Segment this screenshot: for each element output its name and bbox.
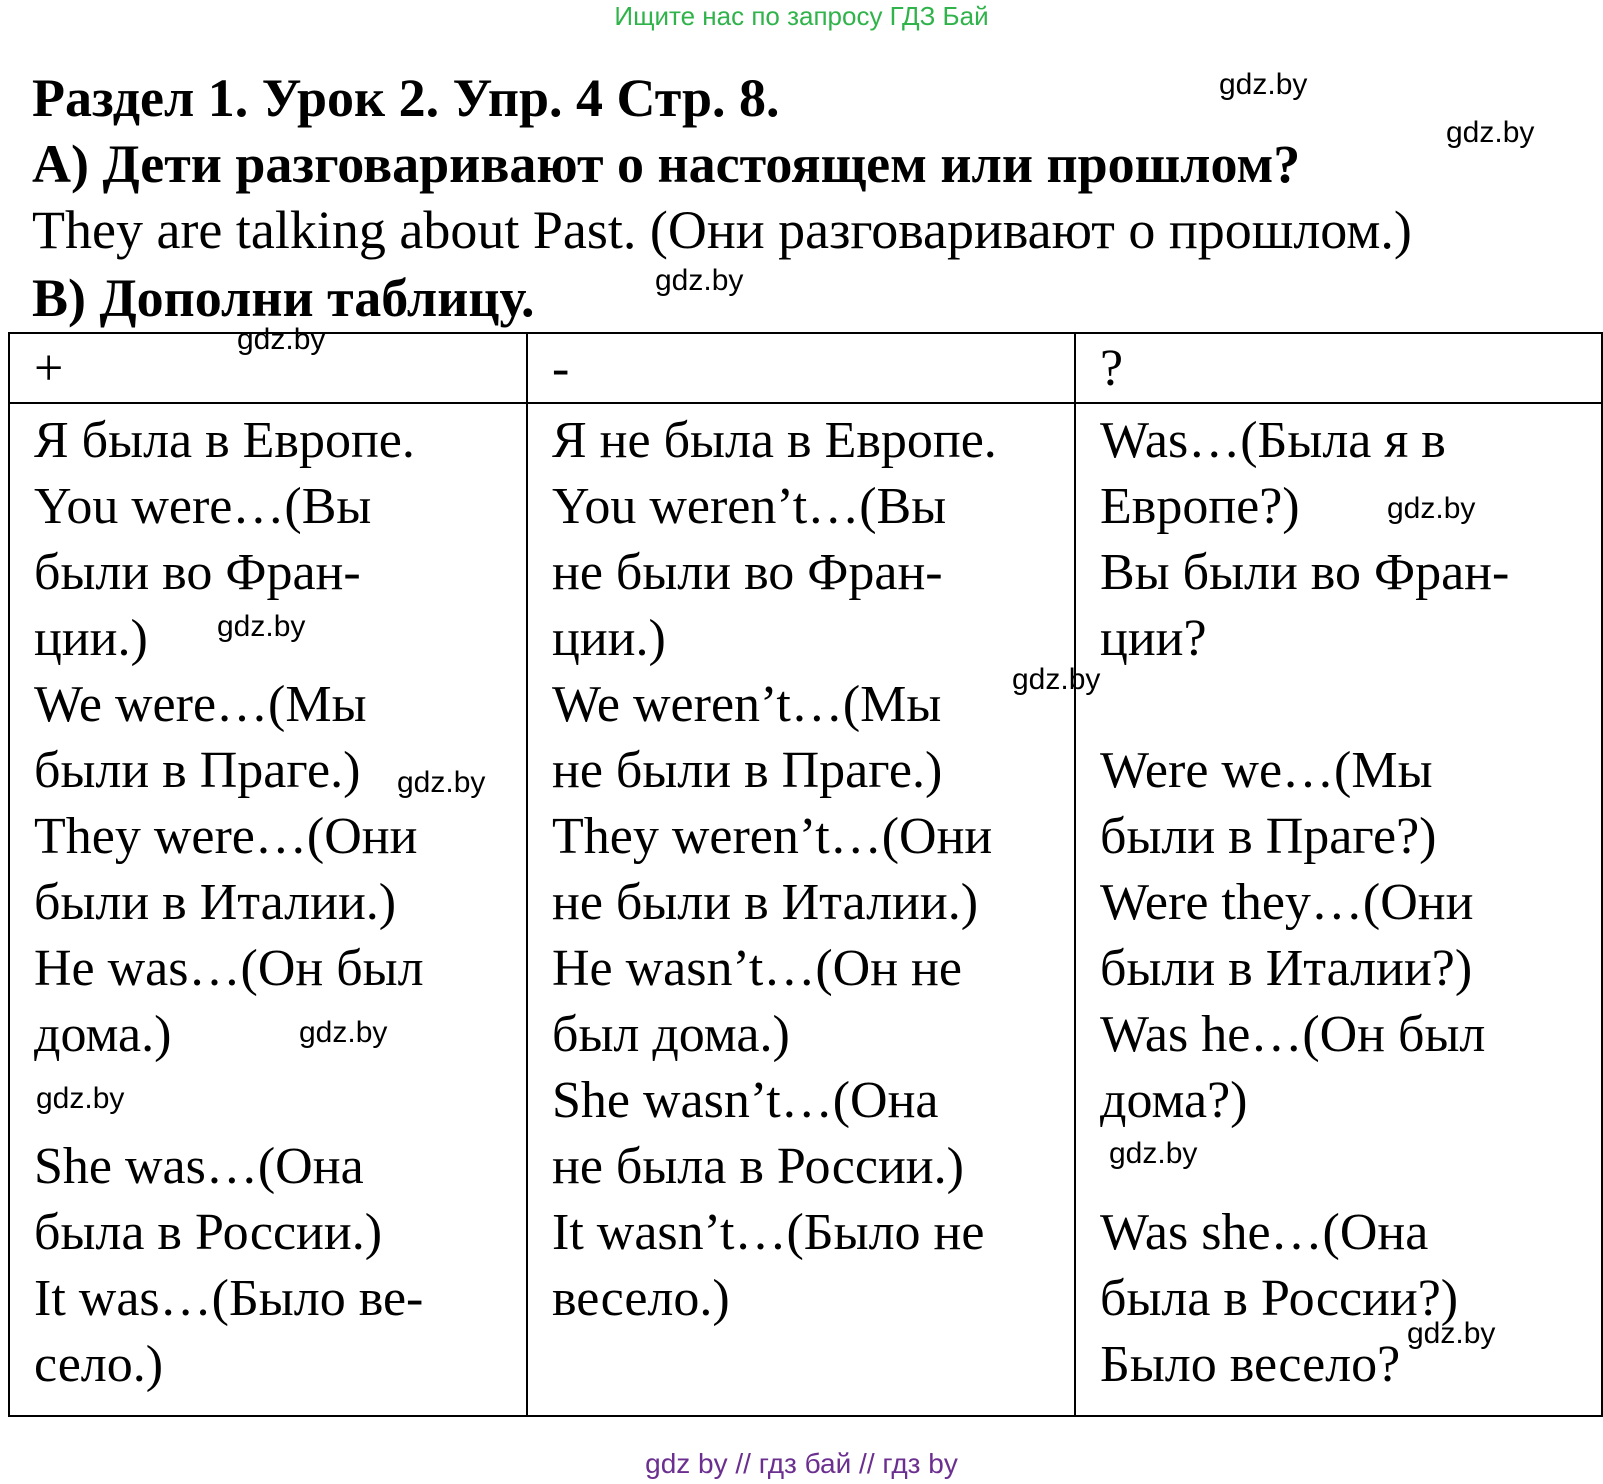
table-line	[1100, 672, 1601, 738]
watermark: gdz.by	[36, 1082, 125, 1115]
table-line: Were we…(Мы	[1100, 742, 1433, 799]
top-banner: Ищите нас по запросу ГДЗ Бай	[614, 1, 989, 31]
table-line: село.)	[34, 1336, 164, 1393]
table-line: Was she…(Она	[1100, 1204, 1429, 1261]
table-line: Вы были во Фран-	[1100, 544, 1510, 601]
table-line: были в Праге?)	[1100, 808, 1437, 865]
table-line: ции.)	[34, 610, 148, 667]
table-line: He wasn’t…(Он не	[552, 940, 962, 997]
header-cell-question	[1075, 333, 1602, 403]
negative-list	[528, 404, 1074, 1332]
table-line: весело.)	[552, 1270, 730, 1327]
header-plus-label: +	[34, 340, 64, 397]
page-title: Раздел 1. Урок 2. Упр. 4 Стр. 8.	[32, 68, 780, 128]
table-line: Европе?)	[1100, 478, 1300, 535]
table-line: We were…(Мы	[34, 676, 367, 733]
table-line: дома.)	[34, 1006, 172, 1063]
table-line: Я не была в Европе.	[552, 412, 997, 469]
watermark: gdz.by	[237, 323, 326, 356]
watermark: gdz.by	[397, 766, 486, 799]
table-line: была в России.)	[34, 1204, 383, 1261]
table-line: She was…(Она	[34, 1138, 364, 1195]
table-line: были в Праге.)	[34, 742, 361, 799]
table-line: You weren’t…(Вы	[552, 478, 947, 535]
table-line: была в России?)	[1100, 1270, 1459, 1327]
watermark: gdz.by	[1446, 116, 1535, 149]
watermark: gdz.by	[1407, 1317, 1496, 1350]
header-minus-label: -	[552, 340, 570, 397]
table-line: были в Италии?)	[1100, 940, 1473, 997]
affirmative-column	[9, 403, 527, 1416]
watermark: gdz.by	[655, 264, 744, 297]
footer-links: gdz by // гдз бай // гдз by	[645, 1448, 958, 1479]
table-line: They weren’t…(Они	[552, 808, 993, 865]
grammar-table	[8, 332, 1603, 1417]
header-question-label: ?	[1100, 340, 1124, 397]
table-line: Was…(Была я в	[1100, 412, 1446, 469]
table-line: It was…(Было ве-	[34, 1270, 424, 1327]
table-line: She wasn’t…(Она	[552, 1072, 939, 1129]
table-line: не была в России.)	[552, 1138, 964, 1195]
table-line: был дома.)	[552, 1006, 790, 1063]
task-a-answer: They are talking about Past. (Они разговаривают о прошлом.)	[32, 200, 1412, 260]
watermark: gdz.by	[217, 610, 306, 643]
table-body-row	[9, 403, 1602, 1416]
table-line: They were…(Они	[34, 808, 418, 865]
table-line: ции.)	[552, 610, 666, 667]
table-line: были в Италии.)	[34, 874, 397, 931]
watermark: gdz.by	[1219, 68, 1308, 101]
table-line: дома?)	[1100, 1072, 1248, 1129]
task-a-question: А) Дети разговаривают о настоящем или прошлом?	[32, 134, 1301, 194]
watermark: gdz.by	[299, 1016, 388, 1049]
table-line: It wasn’t…(Было не	[552, 1204, 985, 1261]
table-line: не были в Праге.)	[552, 742, 943, 799]
table-line: He was…(Он был	[34, 940, 424, 997]
watermark: gdz.by	[1387, 492, 1476, 525]
task-b-question: В) Дополни таблицу.	[32, 268, 535, 328]
table-line: были во Фран-	[34, 544, 361, 601]
question-list	[1076, 404, 1601, 1398]
table-line: We weren’t…(Мы	[552, 676, 942, 733]
table-line: You were…(Вы	[34, 478, 372, 535]
table-line: Было весело?	[1100, 1336, 1401, 1393]
question-column	[1075, 403, 1602, 1416]
table-line: не были во Фран-	[552, 544, 943, 601]
watermark: gdz.by	[1012, 663, 1101, 696]
table-line: не были в Италии.)	[552, 874, 979, 931]
table-line: Я была в Европе.	[34, 412, 415, 469]
watermark: gdz.by	[1109, 1137, 1198, 1170]
table-line: Were they…(Они	[1100, 874, 1474, 931]
table-line: ции?	[1100, 610, 1207, 667]
header-cell-minus	[527, 333, 1075, 403]
table-line: Was he…(Он был	[1100, 1006, 1486, 1063]
negative-column	[527, 403, 1075, 1416]
affirmative-list	[10, 404, 526, 1398]
